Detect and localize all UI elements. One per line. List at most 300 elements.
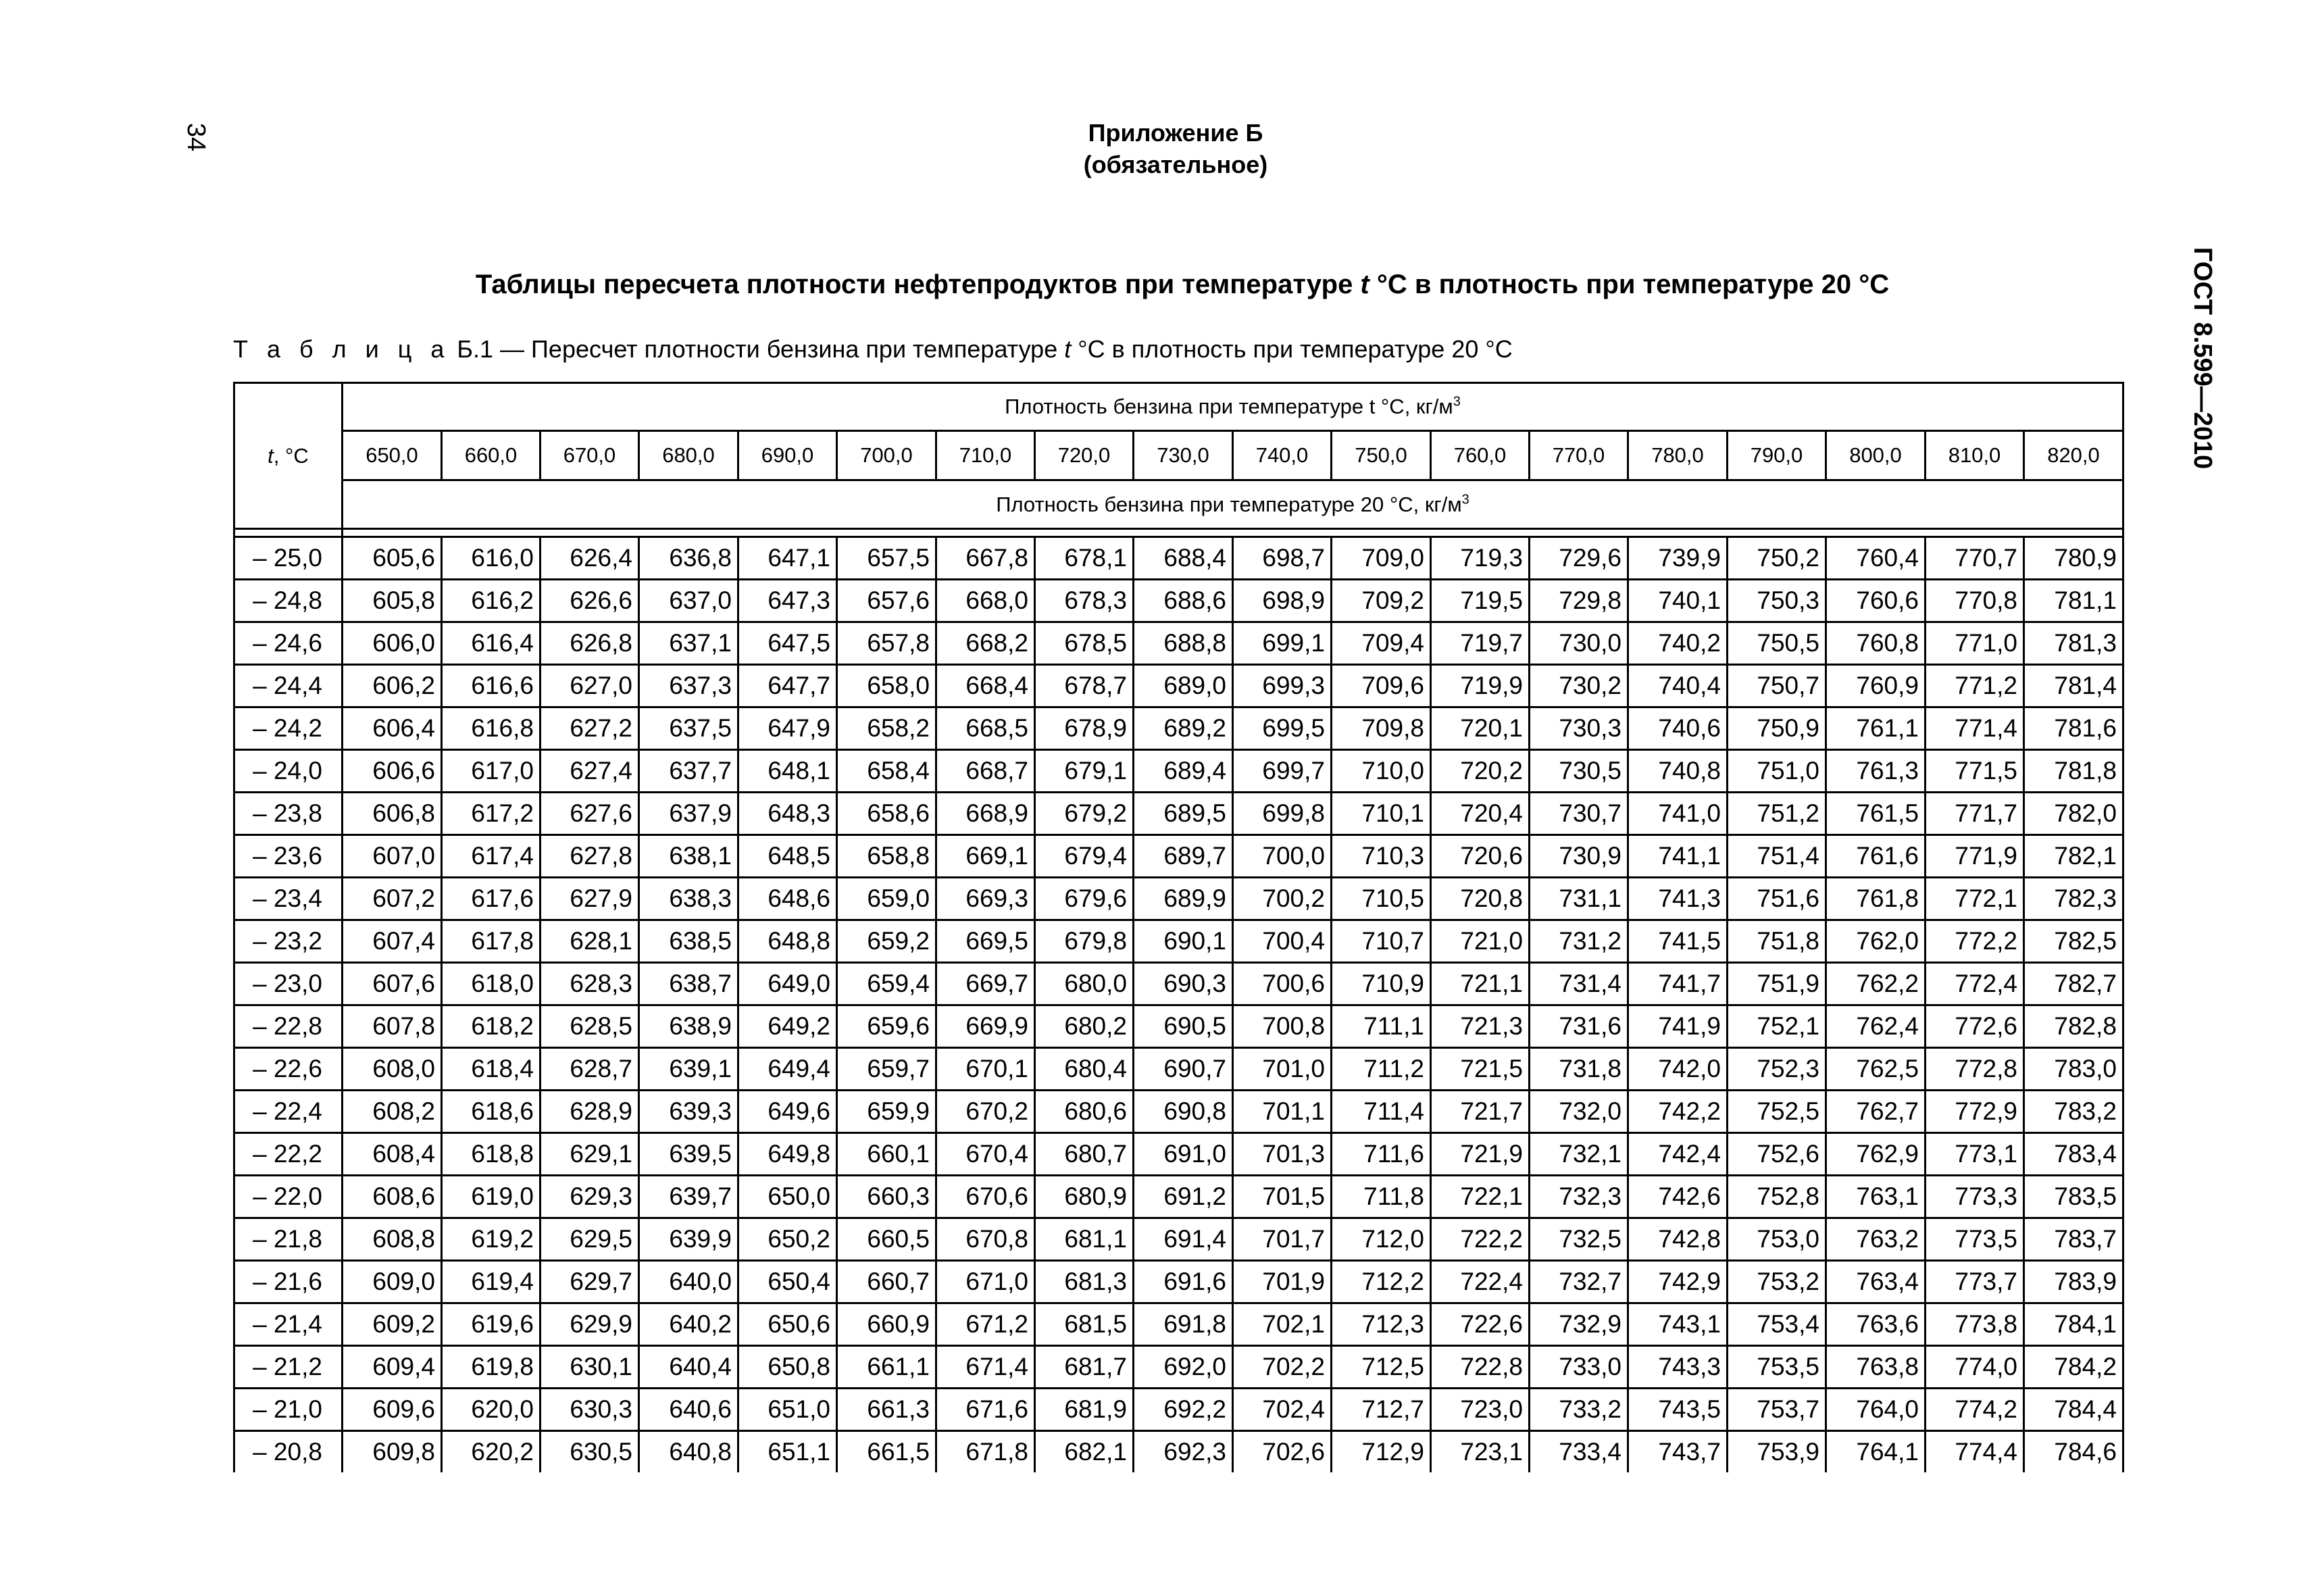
density-cell: 670,2	[936, 1091, 1035, 1133]
density-cell: 691,0	[1134, 1133, 1233, 1176]
density-cell: 681,9	[1035, 1389, 1134, 1431]
density-cell: 639,5	[639, 1133, 738, 1176]
density-cell: 772,1	[1926, 878, 2024, 920]
density-cell: 709,2	[1332, 580, 1431, 622]
density-cell: 640,2	[639, 1303, 738, 1346]
density-cell: 732,3	[1530, 1176, 1628, 1218]
density-cell: 741,9	[1628, 1005, 1728, 1048]
density-cell: 782,7	[2024, 963, 2123, 1005]
density-cell: 609,4	[343, 1346, 442, 1389]
density-cell: 681,7	[1035, 1346, 1134, 1389]
density-cell: 690,8	[1134, 1091, 1233, 1133]
density-cell: 658,4	[837, 750, 936, 793]
density-cell: 782,0	[2024, 793, 2123, 835]
density-cell: 773,7	[1926, 1261, 2024, 1303]
density-cell: 668,7	[936, 750, 1035, 793]
density-cell: 733,4	[1530, 1431, 1628, 1473]
density-cell: 681,5	[1035, 1303, 1134, 1346]
density-cell: 670,8	[936, 1218, 1035, 1261]
density-cell: 669,5	[936, 920, 1035, 963]
density-cell: 702,4	[1233, 1389, 1332, 1431]
header-separator	[234, 529, 2123, 537]
density-cell: 772,8	[1926, 1048, 2024, 1091]
density-cell: 783,4	[2024, 1133, 2123, 1176]
temperature-cell: – 21,0	[234, 1389, 343, 1431]
temperature-cell: – 24,8	[234, 580, 343, 622]
density-cell: 770,7	[1926, 537, 2024, 580]
density-cell: 764,0	[1826, 1389, 1926, 1431]
temperature-cell: – 21,4	[234, 1303, 343, 1346]
heading-italic-t: t	[1360, 270, 1369, 299]
table-row	[234, 878, 2123, 920]
density-cell: 661,3	[837, 1389, 936, 1431]
density-cell: 774,0	[1926, 1346, 2024, 1389]
density-cell: 669,7	[936, 963, 1035, 1005]
density-cell: 763,4	[1826, 1261, 1926, 1303]
density-cell: 730,3	[1530, 707, 1628, 750]
density-cell: 710,9	[1332, 963, 1431, 1005]
column-header: 750,0	[1332, 431, 1431, 480]
density-cell: 763,2	[1826, 1218, 1926, 1261]
density-cell: 783,2	[2024, 1091, 2123, 1133]
density-cell: 688,8	[1134, 622, 1233, 665]
density-cell: 783,5	[2024, 1176, 2123, 1218]
density-cell: 608,0	[343, 1048, 442, 1091]
density-cell: 700,6	[1233, 963, 1332, 1005]
density-cell: 711,1	[1332, 1005, 1431, 1048]
density-cell: 753,9	[1728, 1431, 1826, 1473]
table-row	[234, 622, 2123, 665]
table-row	[234, 1431, 2123, 1473]
density-cell: 618,2	[442, 1005, 540, 1048]
density-cell: 648,5	[738, 835, 837, 878]
caption-prefix: Т а б л и ц а	[233, 335, 451, 363]
density-cell: 723,1	[1431, 1431, 1530, 1473]
temperature-cell: – 23,6	[234, 835, 343, 878]
density-cell: 639,1	[639, 1048, 738, 1091]
density-cell: 626,6	[540, 580, 639, 622]
temperature-cell: – 21,2	[234, 1346, 343, 1389]
density-cell: 772,4	[1926, 963, 2024, 1005]
density-cell: 605,6	[343, 537, 442, 580]
density-cell: 731,1	[1530, 878, 1628, 920]
density-cell: 701,5	[1233, 1176, 1332, 1218]
density-cell: 710,7	[1332, 920, 1431, 963]
density-cell: 711,2	[1332, 1048, 1431, 1091]
density-cell: 771,0	[1926, 622, 2024, 665]
density-cell: 679,1	[1035, 750, 1134, 793]
density-cell: 616,4	[442, 622, 540, 665]
density-cell: 648,1	[738, 750, 837, 793]
density-table	[233, 382, 2124, 1472]
density-cell: 781,8	[2024, 750, 2123, 793]
density-cell: 722,8	[1431, 1346, 1530, 1389]
density-cell: 659,9	[837, 1091, 936, 1133]
table-row	[234, 1005, 2123, 1048]
density-cell: 692,2	[1134, 1389, 1233, 1431]
density-cell: 678,3	[1035, 580, 1134, 622]
temperature-cell: – 25,0	[234, 537, 343, 580]
density-cell: 774,4	[1926, 1431, 2024, 1473]
density-cell: 772,6	[1926, 1005, 2024, 1048]
density-cell: 701,7	[1233, 1218, 1332, 1261]
temperature-cell: – 21,8	[234, 1218, 343, 1261]
density-cell: 750,5	[1728, 622, 1826, 665]
density-cell: 723,0	[1431, 1389, 1530, 1431]
density-cell: 638,3	[639, 878, 738, 920]
density-cell: 649,2	[738, 1005, 837, 1048]
density-cell: 732,1	[1530, 1133, 1628, 1176]
density-cell: 689,7	[1134, 835, 1233, 878]
density-cell: 638,9	[639, 1005, 738, 1048]
density-cell: 762,7	[1826, 1091, 1926, 1133]
density-cell: 668,0	[936, 580, 1035, 622]
density-cell: 760,8	[1826, 622, 1926, 665]
density-cell: 721,9	[1431, 1133, 1530, 1176]
density-cell: 719,9	[1431, 665, 1530, 707]
density-cell: 720,1	[1431, 707, 1530, 750]
table-row	[234, 1176, 2123, 1218]
density-cell: 701,0	[1233, 1048, 1332, 1091]
appendix-title: Приложение Б	[1088, 119, 1263, 147]
density-cell: 671,2	[936, 1303, 1035, 1346]
density-cell: 617,4	[442, 835, 540, 878]
density-cell: 629,7	[540, 1261, 639, 1303]
density-cell: 639,3	[639, 1091, 738, 1133]
density-cell: 710,0	[1332, 750, 1431, 793]
density-cell: 763,1	[1826, 1176, 1926, 1218]
temperature-cell: – 24,4	[234, 665, 343, 707]
table-row	[234, 963, 2123, 1005]
density-cell: 617,8	[442, 920, 540, 963]
density-cell: 720,8	[1431, 878, 1530, 920]
density-cell: 630,3	[540, 1389, 639, 1431]
density-cell: 690,3	[1134, 963, 1233, 1005]
density-cell: 741,5	[1628, 920, 1728, 963]
density-cell: 761,5	[1826, 793, 1926, 835]
density-cell: 619,8	[442, 1346, 540, 1389]
density-cell: 629,9	[540, 1303, 639, 1346]
density-cell: 637,9	[639, 793, 738, 835]
density-cell: 731,6	[1530, 1005, 1628, 1048]
temperature-cell: – 22,8	[234, 1005, 343, 1048]
density-cell: 691,8	[1134, 1303, 1233, 1346]
density-cell: 608,8	[343, 1218, 442, 1261]
heading-part1: Таблицы пересчета плотности нефтепродуктов при температуре	[475, 270, 1361, 299]
density-cell: 731,4	[1530, 963, 1628, 1005]
density-cell: 679,6	[1035, 878, 1134, 920]
density-cell: 721,1	[1431, 963, 1530, 1005]
temperature-cell: – 22,4	[234, 1091, 343, 1133]
density-cell: 670,4	[936, 1133, 1035, 1176]
density-cell: 637,0	[639, 580, 738, 622]
density-cell: 702,2	[1233, 1346, 1332, 1389]
density-cell: 729,6	[1530, 537, 1628, 580]
density-cell: 640,0	[639, 1261, 738, 1303]
table-row	[234, 1261, 2123, 1303]
section-heading	[203, 267, 2162, 302]
column-header: 820,0	[2024, 431, 2123, 480]
density-cell: 751,6	[1728, 878, 1826, 920]
density-cell: 657,6	[837, 580, 936, 622]
density-cell: 667,8	[936, 537, 1035, 580]
density-cell: 660,1	[837, 1133, 936, 1176]
density-cell: 751,4	[1728, 835, 1826, 878]
table-row	[234, 537, 2123, 580]
density-cell: 659,2	[837, 920, 936, 963]
density-cell: 609,8	[343, 1431, 442, 1473]
density-cell: 733,2	[1530, 1389, 1628, 1431]
density-cell: 628,9	[540, 1091, 639, 1133]
density-cell: 647,7	[738, 665, 837, 707]
density-cell: 690,1	[1134, 920, 1233, 963]
density-cell: 668,4	[936, 665, 1035, 707]
density-cell: 647,1	[738, 537, 837, 580]
density-cell: 660,5	[837, 1218, 936, 1261]
density-cell: 619,0	[442, 1176, 540, 1218]
column-header-row	[234, 431, 2123, 480]
density-cell: 741,0	[1628, 793, 1728, 835]
density-cell: 740,1	[1628, 580, 1728, 622]
density-cell: 660,7	[837, 1261, 936, 1303]
density-cell: 647,3	[738, 580, 837, 622]
density-cell: 657,5	[837, 537, 936, 580]
density-cell: 784,4	[2024, 1389, 2123, 1431]
top-header: Плотность бензина при температуре t °С, $кг/м^3$	[343, 383, 2123, 431]
temperature-cell: – 22,6	[234, 1048, 343, 1091]
column-header: 710,0	[936, 431, 1035, 480]
density-cell: 689,0	[1134, 665, 1233, 707]
density-cell: 773,3	[1926, 1176, 2024, 1218]
table-row	[234, 1303, 2123, 1346]
density-cell: 650,0	[738, 1176, 837, 1218]
density-cell: 722,6	[1431, 1303, 1530, 1346]
density-cell: 640,4	[639, 1346, 738, 1389]
density-cell: 732,7	[1530, 1261, 1628, 1303]
density-cell: 679,4	[1035, 835, 1134, 878]
temperature-cell: – 21,6	[234, 1261, 343, 1303]
density-cell: 628,5	[540, 1005, 639, 1048]
density-cell: 781,6	[2024, 707, 2123, 750]
density-cell: 648,3	[738, 793, 837, 835]
table-row	[234, 1346, 2123, 1389]
density-cell: 658,6	[837, 793, 936, 835]
column-header: 730,0	[1134, 431, 1233, 480]
temperature-cell: – 20,8	[234, 1431, 343, 1473]
column-header: 650,0	[343, 431, 442, 480]
table-row	[234, 920, 2123, 963]
temperature-cell: – 23,8	[234, 793, 343, 835]
density-cell: 711,6	[1332, 1133, 1431, 1176]
density-cell: 648,6	[738, 878, 837, 920]
column-header: 760,0	[1431, 431, 1530, 480]
density-cell: 606,6	[343, 750, 442, 793]
density-cell: 762,4	[1826, 1005, 1926, 1048]
density-cell: 701,1	[1233, 1091, 1332, 1133]
density-cell: 752,3	[1728, 1048, 1826, 1091]
density-cell: 764,1	[1826, 1431, 1926, 1473]
column-header: 720,0	[1035, 431, 1134, 480]
density-cell: 709,6	[1332, 665, 1431, 707]
density-cell: 658,8	[837, 835, 936, 878]
density-cell: 647,5	[738, 622, 837, 665]
density-cell: 730,0	[1530, 622, 1628, 665]
density-cell: 661,1	[837, 1346, 936, 1389]
density-cell: 619,4	[442, 1261, 540, 1303]
density-cell: 681,3	[1035, 1261, 1134, 1303]
density-cell: 668,5	[936, 707, 1035, 750]
density-cell: 731,2	[1530, 920, 1628, 963]
density-cell: 783,9	[2024, 1261, 2123, 1303]
column-header: 780,0	[1628, 431, 1728, 480]
density-cell: 691,4	[1134, 1218, 1233, 1261]
density-cell: 770,8	[1926, 580, 2024, 622]
density-cell: 751,2	[1728, 793, 1826, 835]
temperature-cell: – 23,4	[234, 878, 343, 920]
density-cell: 774,2	[1926, 1389, 2024, 1431]
density-cell: 608,2	[343, 1091, 442, 1133]
density-cell: 743,1	[1628, 1303, 1728, 1346]
density-cell: 680,2	[1035, 1005, 1134, 1048]
density-cell: 619,2	[442, 1218, 540, 1261]
density-cell: 626,8	[540, 622, 639, 665]
density-cell: 781,3	[2024, 622, 2123, 665]
density-cell: 772,9	[1926, 1091, 2024, 1133]
density-cell: 721,3	[1431, 1005, 1530, 1048]
density-cell: 752,1	[1728, 1005, 1826, 1048]
caption-italic-t: t	[1064, 335, 1072, 363]
density-cell: 627,6	[540, 793, 639, 835]
density-cell: 608,6	[343, 1176, 442, 1218]
density-cell: 743,5	[1628, 1389, 1728, 1431]
density-cell: 638,7	[639, 963, 738, 1005]
temperature-cell: – 24,2	[234, 707, 343, 750]
density-cell: 700,4	[1233, 920, 1332, 963]
column-header: 800,0	[1826, 431, 1926, 480]
density-cell: 670,1	[936, 1048, 1035, 1091]
appendix-heading	[1000, 117, 1351, 180]
density-cell: 678,1	[1035, 537, 1134, 580]
density-cell: 617,0	[442, 750, 540, 793]
density-cell: 784,6	[2024, 1431, 2123, 1473]
density-cell: 678,9	[1035, 707, 1134, 750]
density-cell: 740,4	[1628, 665, 1728, 707]
density-cell: 618,0	[442, 963, 540, 1005]
density-cell: 773,5	[1926, 1218, 2024, 1261]
density-cell: 772,2	[1926, 920, 2024, 963]
density-cell: 784,2	[2024, 1346, 2123, 1389]
density-cell: 629,5	[540, 1218, 639, 1261]
density-cell: 760,6	[1826, 580, 1926, 622]
density-cell: 628,3	[540, 963, 639, 1005]
density-cell: 620,2	[442, 1431, 540, 1473]
density-cell: 700,2	[1233, 878, 1332, 920]
density-cell: 628,1	[540, 920, 639, 963]
density-cell: 712,9	[1332, 1431, 1431, 1473]
density-cell: 760,9	[1826, 665, 1926, 707]
density-cell: 618,6	[442, 1091, 540, 1133]
density-cell: 671,8	[936, 1431, 1035, 1473]
density-cell: 740,6	[1628, 707, 1728, 750]
density-cell: 763,8	[1826, 1346, 1926, 1389]
density-cell: 700,8	[1233, 1005, 1332, 1048]
caption-part1: Б.1 — Пересчет плотности бензина при температуре	[450, 335, 1065, 363]
density-cell: 657,8	[837, 622, 936, 665]
density-cell: 618,8	[442, 1133, 540, 1176]
column-header: 740,0	[1233, 431, 1332, 480]
density-cell: 688,4	[1134, 537, 1233, 580]
density-cell: 689,4	[1134, 750, 1233, 793]
density-cell: 742,8	[1628, 1218, 1728, 1261]
density-cell: 688,6	[1134, 580, 1233, 622]
density-cell: 751,8	[1728, 920, 1826, 963]
caption-part2: °С в плотность при температуре 20 °С	[1071, 335, 1513, 363]
density-cell: 773,8	[1926, 1303, 2024, 1346]
density-cell: 702,1	[1233, 1303, 1332, 1346]
density-cell: 750,7	[1728, 665, 1826, 707]
density-cell: 670,6	[936, 1176, 1035, 1218]
density-cell: 763,6	[1826, 1303, 1926, 1346]
temperature-cell: – 24,0	[234, 750, 343, 793]
density-cell: 640,8	[639, 1431, 738, 1473]
density-cell: 701,9	[1233, 1261, 1332, 1303]
density-cell: 637,1	[639, 622, 738, 665]
density-cell: 742,6	[1628, 1176, 1728, 1218]
density-cell: 741,1	[1628, 835, 1728, 878]
density-cell: 721,5	[1431, 1048, 1530, 1091]
density-cell: 691,2	[1134, 1176, 1233, 1218]
density-cell: 651,1	[738, 1431, 837, 1473]
density-cell: 629,3	[540, 1176, 639, 1218]
table-row	[234, 1091, 2123, 1133]
column-header: 790,0	[1728, 431, 1826, 480]
temperature-cell: – 23,2	[234, 920, 343, 963]
table-row	[234, 835, 2123, 878]
density-cell: 732,9	[1530, 1303, 1628, 1346]
density-cell: 753,5	[1728, 1346, 1826, 1389]
density-cell: 753,7	[1728, 1389, 1826, 1431]
density-cell: 699,5	[1233, 707, 1332, 750]
density-cell: 771,2	[1926, 665, 2024, 707]
table-body	[234, 537, 2123, 1473]
density-cell: 660,9	[837, 1303, 936, 1346]
density-cell: 720,4	[1431, 793, 1530, 835]
density-cell: 719,7	[1431, 622, 1530, 665]
density-cell: 689,2	[1134, 707, 1233, 750]
density-cell: 781,4	[2024, 665, 2123, 707]
density-cell: 721,0	[1431, 920, 1530, 963]
density-cell: 649,0	[738, 963, 837, 1005]
density-cell: 690,5	[1134, 1005, 1233, 1048]
density-cell: 650,8	[738, 1346, 837, 1389]
density-cell: 698,7	[1233, 537, 1332, 580]
density-cell: 752,5	[1728, 1091, 1826, 1133]
density-cell: 647,9	[738, 707, 837, 750]
density-cell: 607,2	[343, 878, 442, 920]
density-cell: 668,9	[936, 793, 1035, 835]
column-header: 770,0	[1530, 431, 1628, 480]
density-cell: 627,2	[540, 707, 639, 750]
density-cell: 711,8	[1332, 1176, 1431, 1218]
density-cell: 761,1	[1826, 707, 1926, 750]
table-row	[234, 665, 2123, 707]
density-cell: 659,0	[837, 878, 936, 920]
density-cell: 771,4	[1926, 707, 2024, 750]
density-cell: 742,0	[1628, 1048, 1728, 1091]
density-cell: 606,8	[343, 793, 442, 835]
density-cell: 711,4	[1332, 1091, 1431, 1133]
density-cell: 629,1	[540, 1133, 639, 1176]
